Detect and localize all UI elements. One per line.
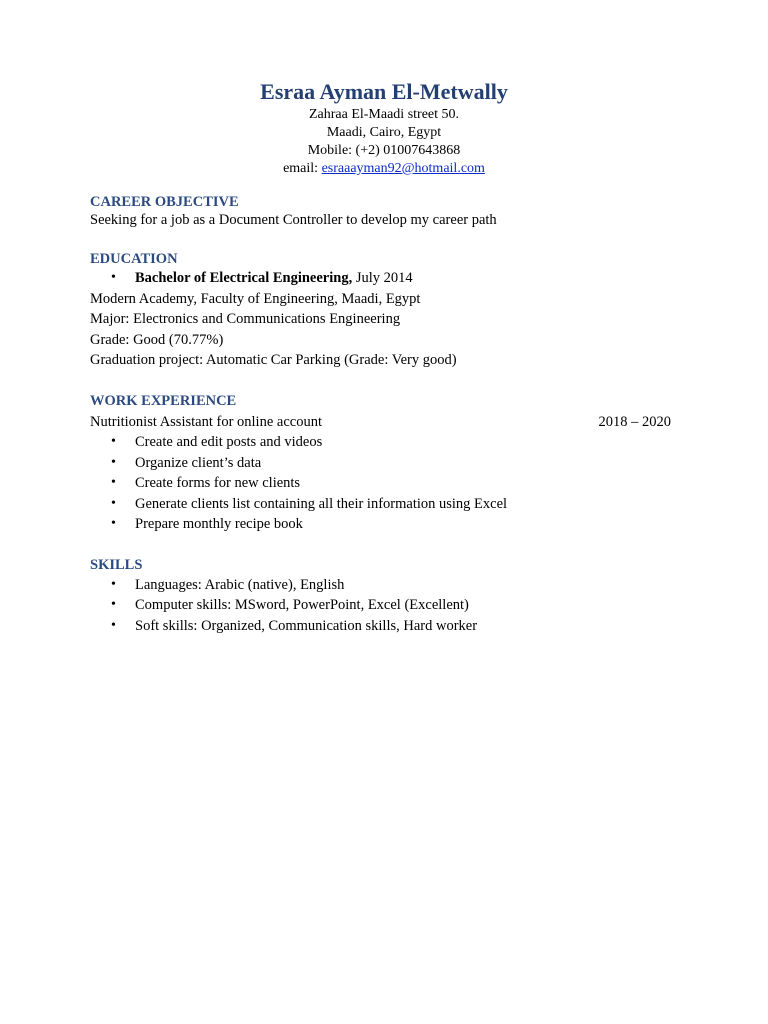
degree-item — [90, 268, 680, 289]
skills-heading: SKILLS — [90, 556, 143, 573]
bullet-icon: • — [111, 434, 116, 449]
resume-header — [0, 78, 768, 178]
duty-text: Organize client’s data — [135, 454, 262, 471]
skill-text: Computer skills: MSword, PowerPoint, Excel (Excellent) — [135, 597, 469, 613]
address-line-2: Maadi, Cairo, Egypt — [326, 125, 442, 140]
education-school: Modern Academy, Faculty of Engineering, Maadi, Egypt — [90, 290, 421, 307]
career-objective-section — [90, 193, 680, 229]
skills-section — [90, 556, 680, 637]
bullet-icon: • — [111, 270, 116, 285]
email-link[interactable]: esraaayman92@hotmail.com — [321, 161, 485, 176]
education-grade: Grade: Good (70.77%) — [90, 331, 224, 348]
duty-text: Generate clients list containing all their information using Excel — [135, 495, 508, 512]
email-line — [0, 160, 768, 178]
bullet-icon: • — [111, 576, 116, 592]
duty-text: Create forms for new clients — [135, 475, 301, 491]
bullet-icon: • — [111, 516, 116, 531]
list-item — [90, 473, 680, 494]
email-label: email: — [283, 161, 322, 176]
list-item — [90, 616, 680, 637]
degree-date: July 2014 — [352, 270, 413, 286]
degree-name: Bachelor of Electrical Engineering, — [135, 270, 353, 286]
career-objective-text: Seeking for a job as a Document Controller to develop my career path — [90, 212, 497, 228]
job-title: Nutritionist Assistant for online account — [90, 413, 322, 430]
list-item — [90, 575, 680, 596]
list-item — [90, 595, 680, 616]
education-major: Major: Electronics and Communications Engineering — [90, 311, 401, 327]
education-project: Graduation project: Automatic Car Parking (Grade: Very good) — [90, 352, 457, 368]
bullet-icon: • — [111, 454, 116, 470]
list-item — [90, 514, 680, 535]
education-heading: EDUCATION — [90, 251, 178, 267]
education-list — [90, 268, 680, 289]
work-experience-heading: WORK EXPERIENCE — [90, 392, 237, 409]
job-row — [90, 412, 680, 433]
list-item — [90, 494, 680, 515]
mobile-number: Mobile: (+2) 01007643868 — [307, 143, 461, 158]
candidate-name: Esraa Ayman El-Metwally — [260, 79, 508, 104]
bullet-icon: • — [111, 475, 116, 490]
duty-text: Prepare monthly recipe book — [135, 516, 303, 532]
job-dates: 2018 – 2020 — [598, 413, 671, 430]
skill-text: Soft skills: Organized, Communication skills, Hard worker — [135, 617, 478, 634]
list-item — [90, 453, 680, 474]
career-objective-heading: CAREER OBJECTIVE — [90, 194, 239, 210]
bullet-icon: • — [111, 617, 116, 633]
work-duties-list — [90, 432, 680, 535]
skill-text: Languages: Arabic (native), English — [135, 576, 345, 593]
list-item — [90, 432, 680, 453]
resume-body — [90, 193, 680, 653]
bullet-icon: • — [111, 495, 116, 511]
skills-list — [90, 575, 680, 637]
education-section — [90, 250, 680, 371]
work-experience-section — [90, 392, 680, 535]
address-line-1: Zahraa El-Maadi street 50. — [308, 107, 460, 122]
bullet-icon: • — [111, 597, 116, 612]
duty-text: Create and edit posts and videos — [135, 434, 323, 450]
